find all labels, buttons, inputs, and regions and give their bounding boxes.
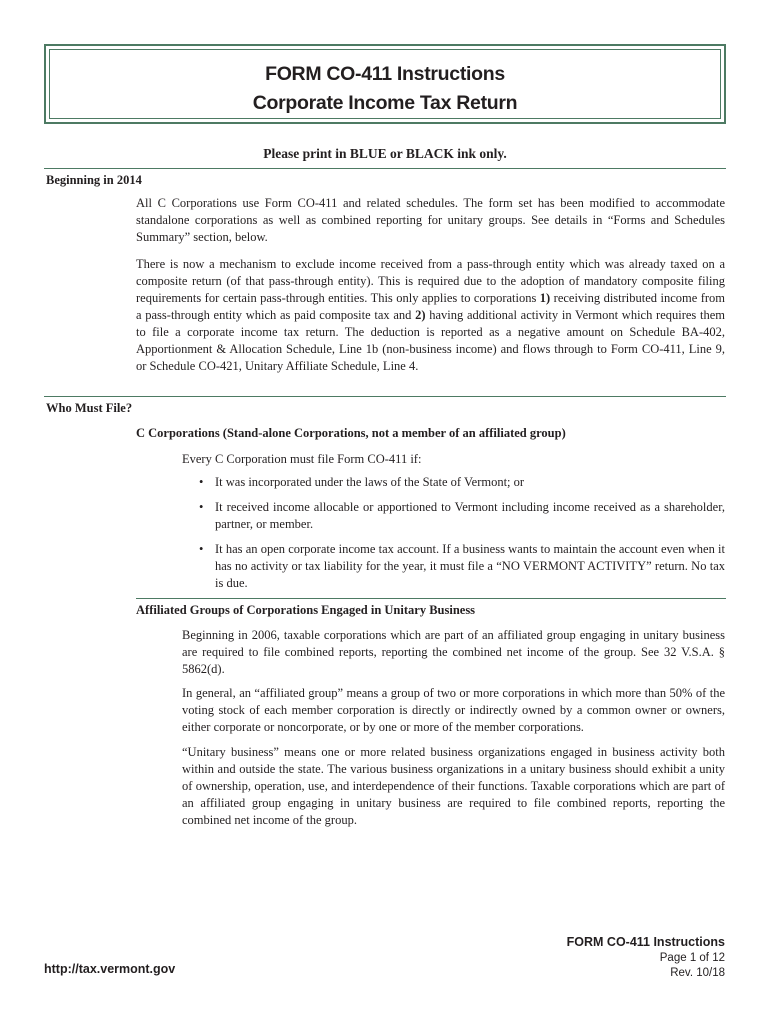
- footer-page-number: Page 1 of 12: [659, 952, 725, 964]
- form-title: FORM CO-411 Instructions: [265, 63, 505, 85]
- composite-text-3: having additional activity in Vermont which requires them to file a corporate income tax return. The deduction is reported as a negative amount on Schedule BA-402, Apportionment & Allocation Schedule, Line 1b (non-business income) and flows through to Form CO-411, Line 9, or Schedule CO-421, Unitary Affiliate Schedule, Line 4.: [136, 308, 725, 373]
- footer-revision: Rev. 10/18: [670, 967, 725, 979]
- list-item-text: It has an open corporate income tax account. If a business wants to maintain the account even when it has no activity or tax liability for the year, it must file a “NO VERMONT ACTIVITY” return. No tax is due.: [215, 542, 725, 590]
- divider-who-must-file: [44, 396, 726, 397]
- form-subtitle: Corporate Income Tax Return: [252, 92, 518, 114]
- composite-number-1: 1): [539, 291, 551, 305]
- list-item-text: It received income allocable or apportioned to Vermont including income received as a shareholder, partner, or member.: [215, 500, 725, 531]
- footer-website-link[interactable]: http://tax.vermont.gov: [44, 962, 176, 976]
- paragraph-combined-reports: Beginning in 2006, taxable corporations which are part of an affiliated group engaging in unitary business are required to file combined reports, reporting the combined net income of the group. See 32 V.S.A. § 5862(d).: [182, 628, 725, 676]
- list-item: [199, 474, 725, 491]
- divider-affiliated-groups: [136, 598, 726, 599]
- composite-text-2: receiving distributed income from a pass-through entity which as paid composite tax and: [136, 291, 726, 322]
- paragraph-unitary-business-definition: “Unitary business” means one or more related business organizations engaged in business activity both within and outside the state. The various business organizations in a unitary business should exhibit a unity of ownership, operation, use, and interdependence of their functions. Taxable corporations which are part of an affiliated group engaging in unitary business are required to file combined reports, reporting the combined net income of the group.: [182, 745, 725, 827]
- title-inner-border: [49, 49, 721, 119]
- heading-beginning-2014: Beginning in 2014: [46, 173, 142, 187]
- composite-text-1: There is now a mechanism to exclude income received from a pass-through entity which was already taxed on a composite return (of that pass-through entity). This is required due to the adoption of mandatory composite filing requirements for certain pass-through entities. This only applies to corporations: [136, 257, 725, 305]
- composite-number-2: 2): [415, 308, 426, 322]
- heading-c-corporations: C Corporations (Stand-alone Corporations, not a member of an affiliated group): [136, 426, 566, 440]
- filing-requirements-list: [199, 474, 725, 592]
- heading-affiliated-groups: Affiliated Groups of Corporations Engaged in Unitary Business: [136, 603, 476, 617]
- bullet-marker: •: [199, 542, 204, 556]
- title-box: [44, 44, 726, 124]
- paragraph-affiliated-group-definition: In general, an “affiliated group” means a group of two or more corporations in which more than 50% of the voting stock of each member corporation is directly or indirectly owned by a common owner or owners, either corporate or noncorporate, or by one or more of the member corporations.: [182, 686, 725, 734]
- footer-form-name: FORM CO-411 Instructions: [566, 935, 725, 949]
- list-item: [199, 541, 725, 592]
- list-item-text: It was incorporated under the laws of the State of Vermont; or: [215, 475, 525, 489]
- footer-page-info: [567, 934, 725, 981]
- paragraph-composite-exclusion: [136, 256, 725, 375]
- ink-instruction: Please print in BLUE or BLACK ink only.: [263, 146, 507, 161]
- divider-top: [44, 168, 726, 169]
- bullet-marker: •: [199, 475, 204, 489]
- paragraph-all-c-corporations: All C Corporations use Form CO-411 and related schedules. The form set has been modified to accommodate standalone corporations as well as combined reporting for unitary groups. See details in “Forms and Schedules Summary” section, below.: [136, 196, 725, 244]
- bullet-marker: •: [199, 500, 204, 514]
- list-item: [199, 499, 725, 533]
- heading-who-must-file: Who Must File?: [46, 401, 133, 415]
- c-corporation-intro: Every C Corporation must file Form CO-411 if:: [182, 452, 422, 466]
